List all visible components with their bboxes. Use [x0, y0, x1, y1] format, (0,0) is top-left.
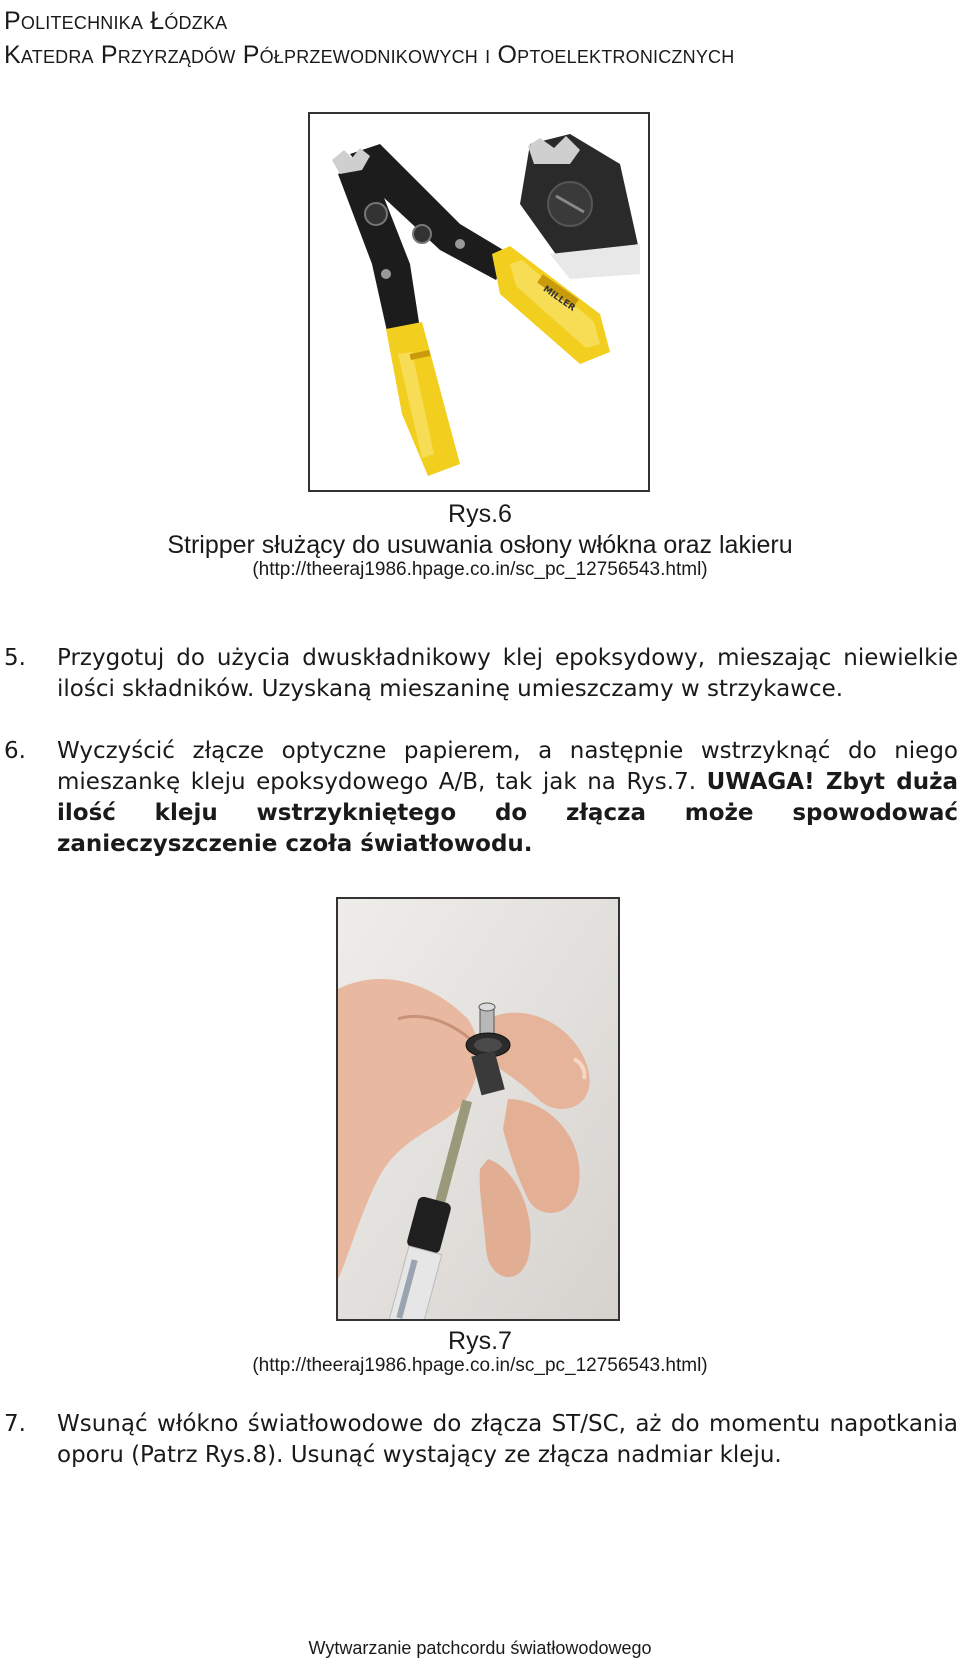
department-name: Katedra Przyrządów Półprzewodnikowych i Optoelektronicznych [4, 41, 735, 69]
stripper-image [308, 112, 650, 492]
figure-6-description: Stripper służący do usuwania osłony włókna oraz lakieru [167, 531, 793, 559]
step-7-number: 7. [4, 1411, 26, 1437]
step-6-number: 6. [4, 738, 26, 764]
document-header [4, 4, 944, 72]
miller-logo-text: MILLER [540, 284, 577, 314]
pivot-screw-icon [365, 203, 387, 225]
warning-label: UWAGA! [706, 769, 815, 795]
university-name: Politechnika Łódzka [4, 7, 228, 35]
step-6-body [57, 736, 958, 860]
page-footer: Wytwarzanie patchcordu światłowodowego [308, 1638, 652, 1658]
step-7 [0, 1409, 958, 1471]
figure-7-label: Rys.7 [448, 1327, 512, 1355]
figure-6-source: (http://theeraj1986.hpage.co.in/sc_pc_12756543.html) [252, 559, 708, 580]
stripper-illustration [310, 114, 648, 490]
step-7-text: Wsunąć włókno światłowodowe do złącza ST/SC, aż do momentu napotkania oporu (Patrz Rys.8). Usunąć wystający ze złącza nadmiar kleju. [57, 1411, 958, 1468]
step-6 [0, 736, 958, 860]
warning-text: Zbyt duża ilość kleju wstrzykniętego do złącza może spowodować zanieczyszczenie czoła światłowodu. [57, 769, 958, 857]
step-5-number: 5. [4, 645, 26, 671]
step-5-text: Przygotuj do użycia dwuskładnikowy klej epoksydowy, mieszając niewielkie ilości składników. Uzyskaną mieszaninę umieszczamy w strzykawce. [57, 645, 958, 702]
epoxy-injection-image [336, 897, 620, 1321]
figure-7-source: (http://theeraj1986.hpage.co.in/sc_pc_12756543.html) [252, 1355, 708, 1376]
figure-6-label: Rys.6 [448, 500, 512, 528]
step-5 [0, 643, 958, 705]
step-6-text: Wyczyścić złącze optyczne papierem, a następnie wstrzyknąć do niego mieszankę kleju epoksydowego A/B, tak jak na Rys.7. [57, 738, 958, 795]
epoxy-injection-illustration [338, 899, 618, 1319]
